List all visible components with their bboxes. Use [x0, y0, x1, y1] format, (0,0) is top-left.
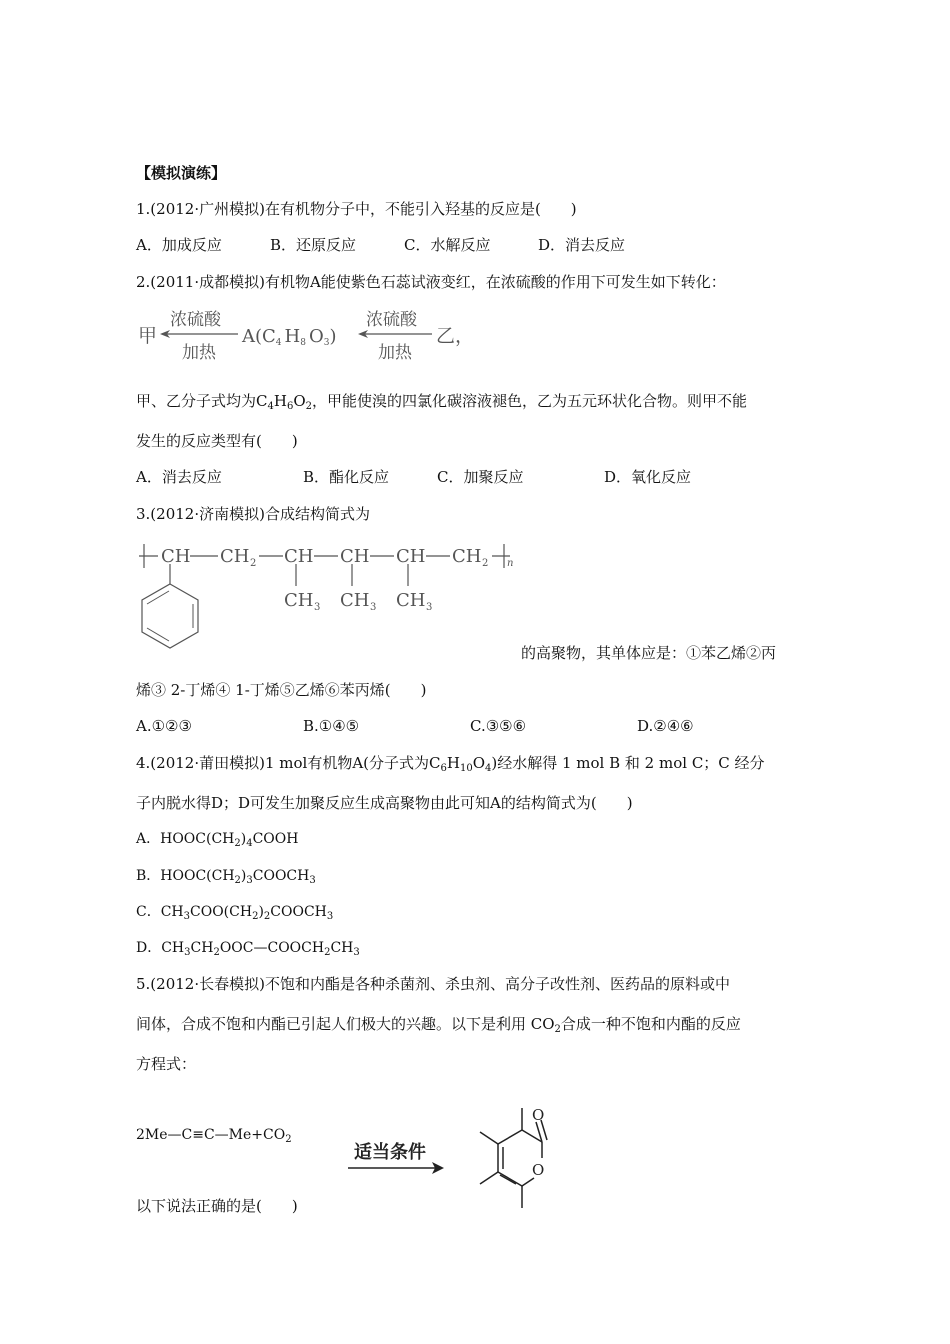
ring-oxygen: O: [532, 1161, 545, 1179]
q3-line-1: 的高聚物，其单体应是：①苯乙烯②丙: [521, 644, 777, 662]
q3-stem: 3.(2012·济南模拟)合成结构简式为: [136, 505, 370, 523]
svg-text:2: 2: [482, 558, 489, 569]
q2-line-2: 发生的反应类型有( ): [136, 432, 298, 450]
svg-text:CH: CH: [284, 546, 314, 567]
svg-text:CH: CH: [161, 546, 191, 567]
benzene-ring: [142, 584, 198, 648]
q1-option-c: C．水解反应: [404, 236, 491, 254]
q1-option-b: B．还原反应: [270, 236, 357, 254]
q3-option-a: A.①②③: [136, 717, 192, 735]
q2-option-c: C．加聚反应: [437, 468, 524, 486]
q3-option-b: B.①④⑤: [303, 717, 360, 735]
q1-option-d: D．消去反应: [538, 236, 626, 254]
q5-line-1: 5.(2012·长春模拟)不饱和内酯是各种杀菌剂、杀虫剂、高分子改性剂、医药品的原料或中: [136, 975, 730, 993]
q2-line-1: 甲、乙分子式均为$C_4H_6O_2$，甲能使溴的四氯化碳溶液褪色，乙为五元环状化合物。则甲不能: [136, 392, 748, 412]
condition-label: 适当条件: [354, 1142, 426, 1163]
q1-stem: 1.(2012·广州模拟)在有机物分子中，不能引入羟基的反应是( ): [136, 200, 577, 218]
q4-line-2: 子内脱水得D；D可发生加聚反应生成高聚物由此可知A的结构简式为( ): [136, 794, 633, 812]
section-title: 【模拟演练】: [136, 164, 227, 182]
svg-text:3: 3: [314, 602, 321, 613]
scheme-right: 乙，: [436, 325, 475, 347]
svg-text:3: 3: [370, 602, 377, 613]
svg-text:CH: CH: [396, 546, 426, 567]
q3-polymer-structure: [136, 534, 536, 654]
q5-line-2: 间体，合成不饱和内酯已引起人们极大的兴趣。以下是利用 $CO_2$合成一种不饱和内酯的反应: [136, 1015, 741, 1035]
svg-text:CH: CH: [396, 590, 426, 611]
scheme-reagent-1: 浓硫酸: [170, 310, 221, 330]
svg-text:CH: CH: [452, 546, 482, 567]
svg-text:CH: CH: [284, 590, 314, 611]
q4-line-1: 4.(2012·莆田模拟)1 mol有机物A(分子式为$C_6H_{10}O_4$)经水解得 1 mol B 和 2 mol C；C 经分: [136, 754, 765, 774]
scheme-reagent-2: 浓硫酸: [366, 310, 417, 330]
q4-option-d: D．$CH_3CH_2OOC—COOCH_2CH_3$: [136, 940, 360, 958]
q4-option-c: C．$CH_3COO(CH_2)_2COOCH_3$: [136, 904, 334, 922]
q4-option-a: A．$HOOC(CH_2)_4COOH$: [136, 831, 299, 849]
scheme-cond-1: 加热: [182, 343, 216, 363]
svg-text:n: n: [507, 558, 514, 569]
q5-question: 以下说法正确的是( ): [136, 1197, 298, 1215]
svg-text:2: 2: [250, 558, 257, 569]
scheme-compound: A(C4 H8 O3): [242, 326, 337, 348]
scheme-cond-2: 加热: [378, 343, 412, 363]
q4-option-b: B．$HOOC(CH_2)_3COOCH_3$: [136, 868, 316, 886]
q2-option-a: A．消去反应: [136, 468, 222, 486]
q3-option-d: D.②④⑥: [637, 717, 694, 735]
scheme-left: 甲: [138, 325, 158, 347]
carbonyl-oxygen: O: [532, 1106, 545, 1124]
q2-reaction-scheme: [136, 302, 496, 366]
q2-option-b: B．酯化反应: [303, 468, 390, 486]
q1-option-a: A．加成反应: [136, 236, 222, 254]
q3-option-c: C.③⑤⑥: [470, 717, 527, 735]
q2-option-d: D．氧化反应: [604, 468, 692, 486]
svg-text:CH: CH: [220, 546, 250, 567]
q5-line-3: 方程式：: [136, 1055, 197, 1073]
svg-text:CH: CH: [340, 546, 370, 567]
q5-reactant: $2Me—C\equiv C—Me+CO_2$: [136, 1127, 292, 1145]
svg-text:3: 3: [426, 602, 433, 613]
q3-line-2: 烯③ 2-丁烯④ 1-丁烯⑤乙烯⑥苯丙烯( ): [136, 681, 427, 699]
q2-stem: 2.(2011·成都模拟)有机物A能使紫色石蕊试液变红，在浓硫酸的作用下可发生如下转化：: [136, 273, 726, 291]
q5-reaction-diagram: [340, 1098, 580, 1218]
svg-text:CH: CH: [340, 590, 370, 611]
